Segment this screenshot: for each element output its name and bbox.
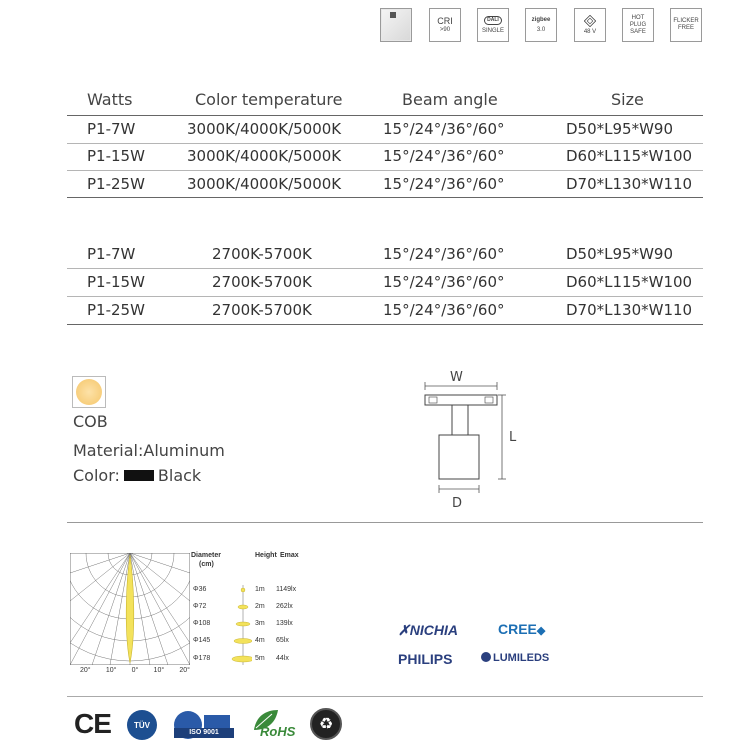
dim-l-label: L xyxy=(509,430,517,445)
safety-diamond-icon xyxy=(584,15,596,27)
table-rule xyxy=(67,115,703,116)
color-swatch xyxy=(124,470,154,481)
voltage-badge: 48 V xyxy=(574,8,606,42)
dali-badge: DALI SINGLE xyxy=(477,8,509,42)
cri-badge: CRI >90 xyxy=(429,8,461,42)
color-text: Color: Black xyxy=(73,466,202,485)
lumileds-mark-icon xyxy=(481,652,491,662)
diameter-header: Diameter xyxy=(191,552,221,559)
material-text: Material:Aluminum xyxy=(73,441,225,460)
dim-w-label: W xyxy=(450,370,463,385)
lumileds-logo: LUMILEDS xyxy=(481,652,549,664)
header-beam-angle: Beam angle xyxy=(402,90,498,109)
recycle-icon: ♻ xyxy=(318,714,334,733)
rohs-mark: RoHS xyxy=(248,708,300,740)
cree-logo: CREE◆ xyxy=(498,621,546,637)
sample-swatch-badge xyxy=(380,8,412,42)
header-watts: Watts xyxy=(87,90,133,109)
hot-plug-badge: HOT PLUG SAFE xyxy=(622,8,654,42)
angle-labels: 20° 10° 0° 10° 20° xyxy=(80,667,190,674)
section-rule xyxy=(67,522,703,523)
texture-swatch-icon xyxy=(382,10,410,40)
table-rule xyxy=(67,296,703,297)
table-rule xyxy=(67,170,703,171)
height-header: Height xyxy=(255,552,277,559)
table-rule xyxy=(67,143,703,144)
table-rule xyxy=(67,324,703,325)
nichia-mark-icon: ✗ xyxy=(398,622,410,638)
chip-type: COB xyxy=(73,412,108,431)
cob-chip-icon xyxy=(72,376,106,408)
dimension-drawing xyxy=(405,365,535,515)
iso-mark: ISO 9001 xyxy=(174,711,234,739)
polar-beam-diagram xyxy=(70,553,190,665)
cree-mark-icon: ◆ xyxy=(536,625,546,637)
emax-header: Emax xyxy=(280,552,299,559)
diameter-unit: (cm) xyxy=(199,561,214,568)
flicker-free-badge: FLICKER FREE xyxy=(670,8,702,42)
section-rule xyxy=(67,696,703,697)
dim-d-label: D xyxy=(452,496,463,511)
zigbee-icon: zigbee xyxy=(531,16,551,23)
header-size: Size xyxy=(611,90,644,109)
light-spot-markers xyxy=(222,585,252,667)
nichia-logo: ✗NICHIA xyxy=(398,622,458,638)
ce-mark: CE xyxy=(74,708,111,739)
philips-logo: PHILIPS xyxy=(398,651,453,667)
table-rule xyxy=(67,268,703,269)
table-rule xyxy=(67,197,703,198)
recycle-mark xyxy=(310,708,342,740)
zigbee-badge: zigbee 3.0 xyxy=(525,8,557,42)
tuv-mark: TÜV xyxy=(127,710,157,740)
header-color-temperature: Color temperature xyxy=(195,90,343,109)
